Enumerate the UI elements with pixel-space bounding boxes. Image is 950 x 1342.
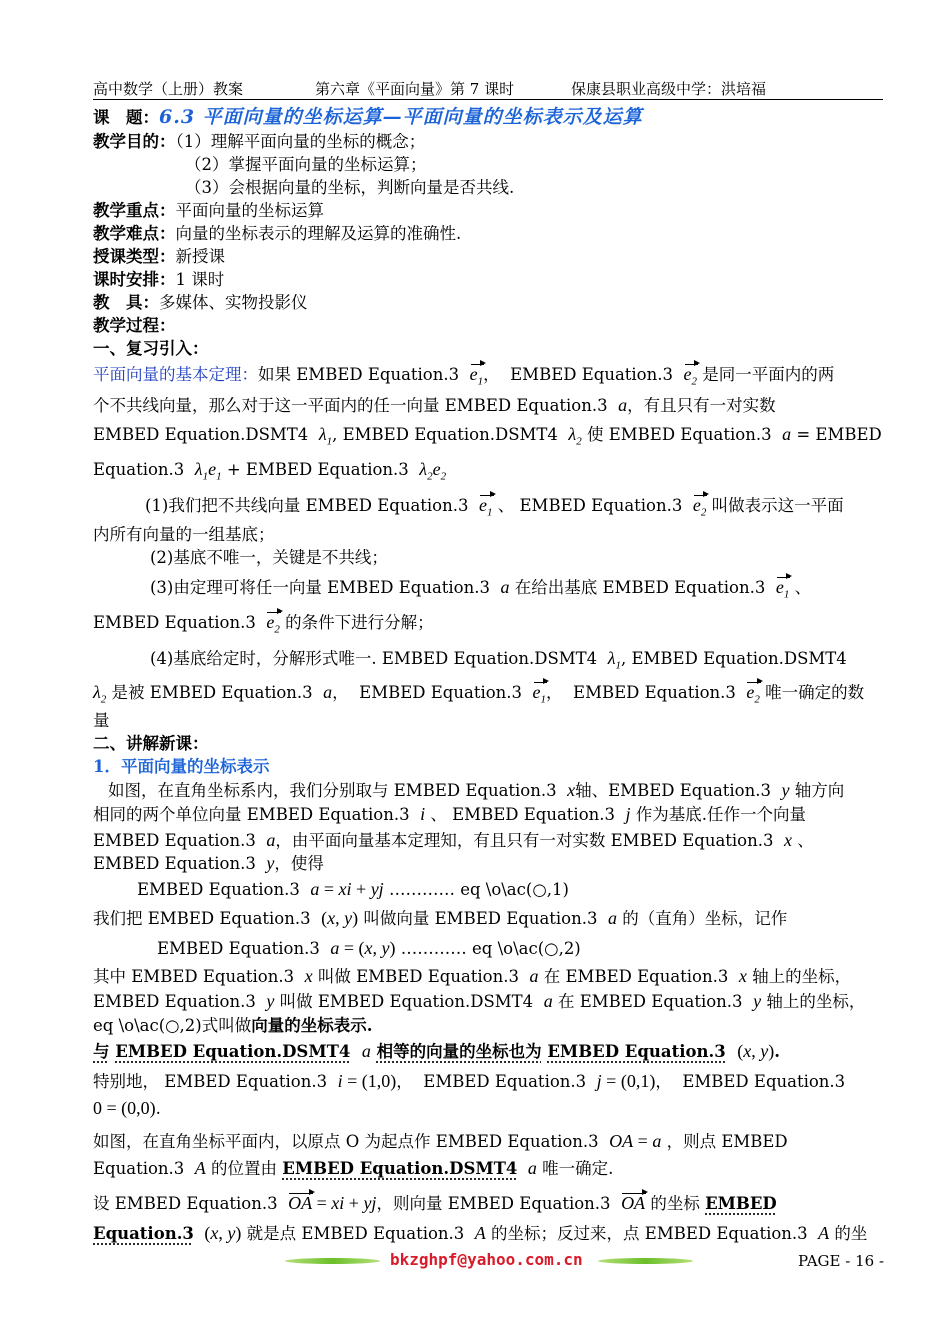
math-y: y	[266, 991, 275, 1011]
text-run: ，使得	[274, 854, 324, 873]
text-run: 是被	[111, 683, 145, 702]
text-run: 、	[497, 496, 515, 515]
math-a: a	[782, 424, 792, 444]
math-y: y	[266, 853, 275, 873]
math-y: y	[781, 780, 790, 800]
math-pair: (x, y)	[321, 908, 359, 928]
math-a: a	[608, 908, 617, 928]
embed-field: EMBED Equation.3	[164, 1072, 328, 1091]
text-run: 的坐	[834, 1224, 868, 1243]
embed-field: Equation.3	[93, 460, 185, 479]
embed-field: EMBED Equation.3	[131, 967, 295, 986]
note-3-line-2	[93, 611, 434, 641]
text-run: 是同一平面内的两	[702, 365, 835, 384]
embed-field: EMBED Equation.3	[356, 967, 519, 986]
embed-field: EMBED Equation.DSMT4	[631, 649, 847, 668]
tools-label: 教 具：	[93, 293, 159, 312]
bold-term: 向量的坐标表示.	[251, 1016, 373, 1035]
embed-field: EMBED Equation.3	[305, 496, 469, 515]
embed-field: EMBED Equation.DSMT4	[381, 649, 598, 668]
text-run: ，则点	[666, 1132, 717, 1151]
text-run: 的位置由	[211, 1159, 278, 1178]
text-run: 的（直角）坐标，记作	[622, 909, 788, 928]
embed-field: EMBED Equation.3	[610, 831, 774, 850]
text-run: 作为基底.任作一个向量	[635, 805, 807, 824]
vector-oa: OA	[621, 1193, 646, 1213]
embed-field: EMBED Equation.3	[327, 578, 490, 597]
objectives-label: 教学目的：	[93, 132, 176, 151]
embed-field: EMBED Equation.3	[149, 683, 313, 702]
theorem-name: 平面向量的基本定理：	[93, 365, 258, 384]
math-lambda1: $\lambda_1$	[607, 648, 621, 672]
header-left: 高中数学（上册）教案	[93, 80, 244, 98]
embed-field: EMBED Equation.3	[434, 909, 598, 928]
equation-number-ref: eq \o\ac(○,2)	[93, 1016, 202, 1035]
text-run: 相等的向量的坐标也为	[376, 1042, 542, 1061]
math-x: x	[738, 966, 747, 986]
text-run: ，则向量	[376, 1194, 443, 1213]
math-term2: $\lambda_2e_2$	[419, 459, 447, 483]
objective-3: （3）会根据向量的坐标，判断向量是否共线.	[185, 178, 515, 197]
math-A: A	[194, 1158, 206, 1178]
math-oa-eq: OA = a	[609, 1131, 662, 1151]
difficulty-line	[93, 223, 461, 245]
theorem-line-3: EMBED Equation.DSMT4 $\lambda_1$, EMBED Equation.DSMT4 $\lambda_2$ 使 EMBED Equation.3 a = EMBED	[93, 424, 882, 448]
footer-email[interactable]: bkzghpf@yahoo.com.cn	[390, 1250, 583, 1269]
vector-e1: $e_1$	[776, 576, 790, 606]
time-label: 课时安排：	[93, 270, 176, 289]
embed-field: EMBED Equation.3	[137, 880, 300, 899]
vector-e1: $e_1$	[533, 681, 547, 711]
focus-text: 平面向量的坐标运算	[175, 201, 324, 220]
embed-field: EMBED Equation.3	[93, 831, 256, 850]
embed-field: EMBED Equation.3	[296, 365, 460, 384]
type-text: 新授课	[175, 247, 225, 266]
embed-field: EMBED Equation.3	[359, 683, 523, 702]
footer-leaf-right	[598, 1258, 693, 1264]
text-run: 式叫做	[201, 1016, 252, 1035]
text-run: 、	[794, 578, 812, 597]
embed-field: EMBED Equation.3	[682, 1072, 846, 1091]
coord-line-2	[93, 803, 806, 826]
type-line	[93, 246, 225, 268]
math-a: a	[618, 395, 628, 415]
tools-line	[93, 292, 308, 314]
note-3-line-1	[150, 576, 811, 606]
math-i: i	[420, 804, 426, 824]
math-x: x	[304, 966, 313, 986]
footer-leaf-left	[285, 1258, 380, 1264]
coord-line-1	[108, 779, 844, 802]
text-run: 我们把	[93, 909, 143, 928]
difficulty-label: 教学难点：	[93, 224, 176, 243]
math-term1: $\lambda_1e_1$	[194, 459, 222, 483]
embed-field: EMBED Equation.3	[93, 613, 256, 632]
math-A: A	[818, 1223, 830, 1243]
text-run: 、	[797, 831, 814, 850]
special-line-1: 特别地， EMBED Equation.3 i = (1,0)， EMBED Equation.3 j = (0,1)， EMBED Equation.3	[93, 1071, 846, 1091]
embed-field: EMBED Equation.3	[608, 425, 772, 444]
text-run: 其中	[93, 967, 126, 986]
embed-field: Equation.3	[93, 1224, 194, 1243]
coord-line-3	[93, 829, 814, 852]
note-4-line-1: (4)基底给定时，分解形式唯一. EMBED Equation.DSMT4 $\lambda_1$, EMBED Equation.DSMT4	[150, 648, 847, 672]
embed-field: EMBED Equation.3	[547, 1042, 726, 1061]
math-j-unit: j = (0,1)	[596, 1071, 656, 1091]
embed-field: EMBED Equation.3	[602, 578, 766, 597]
theorem-line-1	[93, 363, 834, 393]
math-a: a	[500, 577, 510, 597]
math-a: a	[527, 1158, 537, 1178]
header-rule	[93, 99, 883, 100]
math-oa-def: OA = xi + yj	[288, 1193, 377, 1213]
text-run: 叫做	[317, 967, 351, 986]
set-line-1	[93, 1192, 777, 1215]
process-label: 教学过程：	[93, 316, 176, 335]
coord-def-line	[93, 907, 787, 930]
text-run: 在	[543, 967, 561, 986]
embed-field: EMBED Equation.3	[579, 992, 743, 1011]
math-pair: (x, y)	[737, 1041, 775, 1061]
math-A: A	[474, 1223, 486, 1243]
math-y: y	[753, 991, 762, 1011]
text-run: 使	[586, 425, 604, 444]
embed-field: EMBED Equation.3	[301, 1224, 465, 1243]
text-run: 、	[430, 805, 447, 824]
text-run: ，有且只有一对实数	[627, 396, 776, 415]
text-run: 特别地，	[93, 1072, 159, 1091]
time-line	[93, 269, 224, 291]
figure-line-1	[93, 1130, 788, 1153]
embed-field: EMBED Equation.DSMT4	[93, 425, 309, 444]
coord-line-4	[93, 852, 324, 875]
math-x: x	[784, 830, 792, 850]
math-eq1: a	[310, 879, 320, 899]
text-run: 叫做向量	[363, 909, 430, 928]
coord-x-line	[93, 965, 851, 988]
text-run: 在	[557, 992, 575, 1011]
embed-field: EMBED	[721, 1132, 788, 1151]
equation-number-2: eq \o\ac(○,2)	[472, 939, 581, 958]
math-lambda2: $\lambda_2$	[568, 424, 582, 448]
vector-e1: $e_1$	[470, 363, 484, 393]
text-run: ，	[483, 365, 500, 384]
embed-field: EMBED Equation.3	[510, 365, 673, 384]
embed-field: EMBED Equation.DSMT4	[115, 1042, 351, 1061]
text-run: 与	[93, 1042, 110, 1061]
text-run: 轴上的坐标，	[752, 967, 852, 986]
text-run: 个不共线向量，那么对于这一平面内的任一向量	[93, 396, 440, 415]
embed-field: EMBED Equation.3	[447, 1194, 611, 1213]
embed-field: EMBED Equation.3	[157, 939, 320, 958]
math-lambda1: $\lambda_1$	[318, 424, 333, 448]
text-run: 的条件下进行分解；	[285, 613, 434, 632]
math-a: a	[543, 991, 553, 1011]
vector-e1: $e_1$	[479, 494, 493, 524]
running-header	[93, 78, 883, 100]
embed-field: EMBED Equation.3	[608, 781, 771, 800]
embed-field: EMBED Equation.3	[435, 1132, 599, 1151]
focus-label: 教学重点：	[93, 201, 176, 220]
title-label: 课 题：	[93, 108, 159, 127]
type-label: 授课类型：	[93, 247, 176, 266]
focus-line	[93, 200, 324, 222]
text-run: 叫做	[279, 992, 313, 1011]
text-run: 轴上的坐标，	[766, 992, 866, 1011]
note-2: (2)基底不唯一，关键是不共线；	[150, 548, 388, 567]
text-run: 在给出基底	[514, 578, 598, 597]
text-run: (3)由定理可将任一向量	[150, 578, 322, 597]
vector-e2: $e_2$	[693, 494, 707, 524]
text-run: 的坐标	[650, 1194, 700, 1213]
embed-field: EMBED Equation.3	[444, 396, 608, 415]
equal-vectors-line: 与 EMBED Equation.DSMT4 a 相等的向量的坐标也为 EMBED Equation.3 (x, y).	[93, 1041, 780, 1061]
embed-field: EMBED	[705, 1194, 777, 1213]
time-text: 1 课时	[175, 270, 225, 289]
text-run: 唯一确定.	[542, 1159, 614, 1178]
text-run: 就是点	[246, 1224, 297, 1243]
embed-field: EMBED Equation.3	[393, 781, 557, 800]
text-run: (4)基底给定时，分解形式唯一.	[150, 649, 377, 668]
coord-representation-line	[93, 1015, 372, 1037]
text-run: =	[796, 425, 811, 444]
vector-e2: $e_2$	[746, 681, 760, 711]
text-run: 相同的两个单位向量	[93, 805, 242, 824]
embed-field: EMBED Equation.3	[644, 1224, 808, 1243]
leader-dots: …………	[400, 939, 467, 958]
embed-field: Equation.3	[93, 1159, 185, 1178]
text-run: 唯一确定的数	[765, 683, 865, 702]
embed-field: EMBED Equation.3	[565, 967, 729, 986]
figure-line-2	[93, 1157, 613, 1180]
note-4-line-3: 量	[93, 711, 110, 730]
text-run: 的坐标；反过来，点	[491, 1224, 640, 1243]
note-1-line-1	[145, 494, 844, 524]
equation-1: EMBED Equation.3 a = xi + yj ………… eq \o\ac(○,1)	[137, 879, 569, 899]
math-eq2: a	[330, 938, 340, 958]
tools-text: 多媒体、实物投影仪	[159, 293, 308, 312]
math-a: a	[361, 1041, 371, 1061]
text-run: 设	[93, 1194, 110, 1213]
embed-field: EMBED Equation.DSMT4	[317, 992, 534, 1011]
subsection-coordinate-representation: 1．平面向量的坐标表示	[93, 757, 270, 776]
text-run: ，由平面向量基本定理知，有且只有一对实数	[275, 831, 606, 850]
math-a: a	[529, 966, 539, 986]
vector-e2: $e_2$	[266, 611, 280, 641]
embed-field: EMBED Equation.DSMT4	[282, 1159, 518, 1178]
difficulty-text: 向量的坐标表示的理解及运算的准确性.	[175, 224, 462, 243]
math-a: a	[323, 682, 333, 702]
embed-field: EMBED Equation.3	[519, 496, 683, 515]
embed-field: EMBED Equation.DSMT4	[342, 425, 558, 444]
embed-field: EMBED Equation.3	[93, 992, 256, 1011]
embed-field: EMBED Equation.3	[452, 805, 616, 824]
objective-1: （1）理解平面向量的坐标的概念；	[175, 132, 426, 151]
embed-field: EMBED Equation.3	[573, 683, 736, 702]
vector-e2: $e_2$	[684, 363, 698, 393]
objective-2: （2）掌握平面向量的坐标运算；	[185, 155, 427, 174]
theorem-line-2	[93, 394, 776, 417]
embed-field: EMBED Equation.3	[246, 805, 410, 824]
header-right: 保康县职业高级中学：洪培福	[571, 80, 767, 98]
embed-field: EMBED	[815, 425, 882, 444]
embed-field: EMBED Equation.3	[245, 460, 409, 479]
math-zero-vector: 0 = (0,0)	[93, 1098, 156, 1118]
section-review: 一、复习引入：	[93, 339, 209, 358]
text-run: 如图，在直角坐标系内，我们分别取与	[108, 781, 389, 800]
embed-field: EMBED Equation.3	[423, 1072, 587, 1091]
page-number: PAGE - 16 -	[798, 1252, 885, 1270]
math-a: a	[266, 830, 276, 850]
note-1-line-2: 内所有向量的一组基底；	[93, 525, 275, 544]
text-run: 如图，在直角坐标平面内，以原点 O 为起点作	[93, 1132, 431, 1151]
math-pair: (x, y)	[204, 1223, 242, 1243]
special-line-2: 0 = (0,0).	[93, 1098, 161, 1118]
lesson-title: 6.3 平面向量的坐标运算—平面向量的坐标表示及运算	[159, 106, 643, 128]
lesson-title-line	[93, 106, 643, 129]
objectives-line-1	[93, 131, 425, 153]
header-middle: 第六章《平面向量》第 7 课时	[315, 80, 515, 98]
theorem-line-4: Equation.3 $\lambda_1e_1$ + EMBED Equation.3 $\lambda_2e_2$	[93, 459, 447, 483]
leader-dots: …………	[388, 880, 455, 899]
embed-field: EMBED Equation.3	[93, 854, 256, 873]
math-i-unit: i = (1,0)	[337, 1071, 397, 1091]
text-run: (1)我们把不共线向量	[145, 496, 301, 515]
text-run: 轴、	[575, 781, 609, 800]
set-line-2	[93, 1222, 867, 1245]
text-run: 叫做表示这一平面	[711, 496, 844, 515]
text-run: 轴方向	[794, 781, 845, 800]
math-lambda2: $\lambda_2$	[93, 682, 107, 706]
section-new-lesson: 二、讲解新课：	[93, 734, 209, 753]
embed-field: EMBED Equation.3	[147, 909, 311, 928]
math-j: j	[625, 804, 631, 824]
text-run: 如果	[258, 365, 291, 384]
math-x: x	[567, 780, 576, 800]
equation-number-1: eq \o\ac(○,1)	[460, 880, 569, 899]
note-4-line-2: $\lambda_2$ 是被 EMBED Equation.3 a， EMBED Equation.3 $e_1$， EMBED Equation.3 $e_2$ 唯一确定的数	[93, 681, 864, 711]
coord-y-line	[93, 990, 865, 1013]
equation-2: EMBED Equation.3 a = (x, y) ………… eq \o\ac(○,2)	[157, 938, 581, 958]
embed-field: EMBED Equation.3	[114, 1194, 278, 1213]
